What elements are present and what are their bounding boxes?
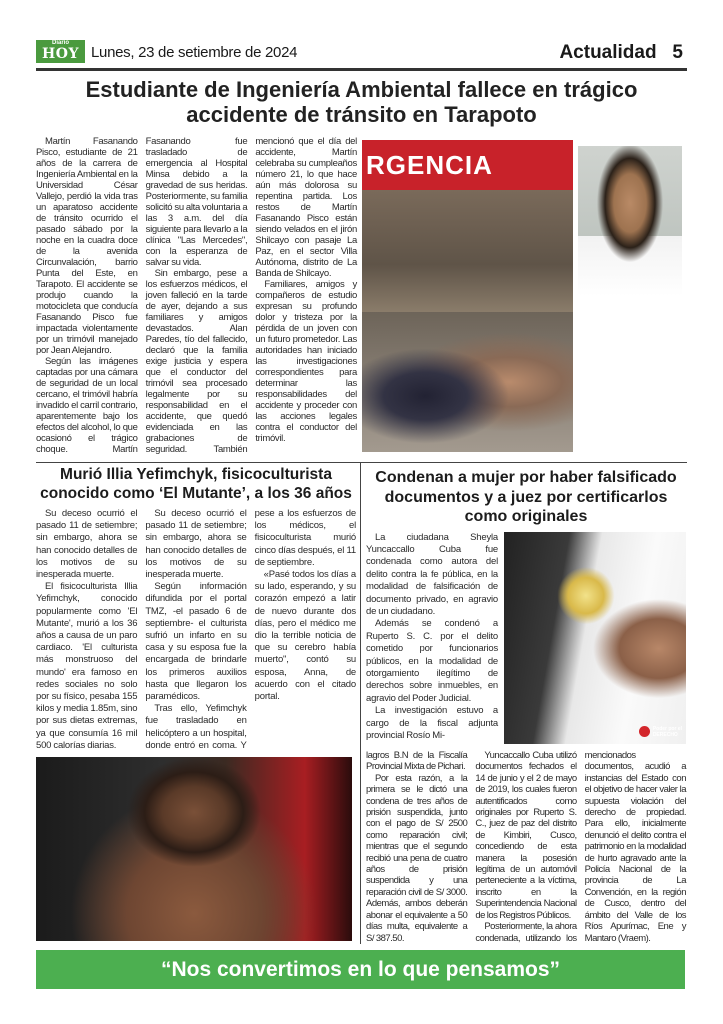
story2-paragraph: El fisicoculturista Illia Yefimchyk, conocido popularmente como 'El Mutante', murió a los 36 años a causa de un paro cardiaco. 'El culturista más monstruoso del mundo' era famoso en redes sociales no solo por su físico, pesaba 155 kilos y media 1.85m, sino por sus dietas extremas, ya que consumía 16 mil 500 calorías diarias.: [36, 581, 138, 751]
poder-derecho-watermark: [639, 726, 682, 738]
section-divider: [36, 462, 687, 463]
issue-date: Lunes, 23 de setiembre de 2024: [91, 44, 298, 61]
story2-paragraph: Su deceso ocurrió el pasado 11 de setiembre; sin embargo, ahora se han conocido detalles de los motivos de su inesperada muerte.: [36, 508, 138, 581]
accident-scene-photo: [362, 140, 573, 452]
story2-headline: Murió Illia Yefimchyk, fisicoculturista conocido como ‘El Mutante’, a los 36 años: [40, 466, 352, 502]
crowd-image: [362, 312, 573, 452]
logo-big-text: HOY: [42, 46, 79, 62]
story3-paragraph: Por esta razón, a la primera se le dictó una condena de tres años de prisión suspendida, junto con el pago de S/ 2500 como reparación civil; mientras que el segundo recibió una pena de cuatro años de prisión suspendida y una reparación civil de S/ 3000. Además, ambos deberán abonar el equivalente a 50 días multa, equivalente a S/ 387.50.: [366, 772, 468, 944]
header-rule: [36, 68, 687, 71]
story2-paragraph: «Pasé todos los días a su lado, esperando, y su corazón empezó a latir de nuevo durante dos días, pero el médico me dio la terrible noticia de que su cerebro había muerto", contó su esposa, Anna, de acuerdo con el citado portal.: [254, 569, 356, 703]
story3-body-top: [366, 532, 498, 747]
watermark-top-text: Poder por el: [652, 726, 682, 732]
section-name: Actualidad: [559, 42, 657, 63]
footer-quote-banner: “Nos convertimos en lo que pensamos”: [36, 950, 685, 989]
story2: [36, 466, 356, 753]
section-header: [559, 42, 683, 64]
story1-paragraph: Según las imágenes captadas por una cámara de seguridad de un local cercano, el trimóvil habría invadido el carril contrario, aparentemente bajo los efectos del alcohol, lo que ocasionó el trágico choque. Martín Fasanando fue trasladado de emergencia al Hospital Minsa debido a la gravedad de sus heridas. Posteriormente, su familia solicitó su alta voluntaria a las 3 a.m. del día siguiente para llevarlo a la clínica "Las Mercedes", con la esperanza de salvar su vida.: [36, 136, 248, 455]
story1-headline: Estudiante de Ingeniería Ambiental fallece en trágico accidente de tránsito en Tarapoto: [85, 77, 638, 127]
story1-paragraph: Sin embargo, pese a los esfuerzos médicos, el joven falleció en la tarde de ayer, dejando a sus familiares y amigos devastados. Alan Paredes, tío del fallecido, declaró que la familia exige justicia y espera que el conductor del trimóvil sea procesado legalmente por su responsabilidad en el accidente, que quedó evidenciada en las grabaciones de seguridad. También mencionó que el día del accidente, Martín celebraba su cumpleaños número 21, lo que hace aún más dolorosa su repentina partida. Los restos de Martín Fasanando Pisco están siendo velados en el jirón Shilcayo con pasaje La Paz, en el sector Villa Autónoma, distrito de La Banda de Shilcayo.: [145, 136, 357, 455]
story3-paragraph: Posteriormente, la ahora condenada, utilizando los mencionados documentos, acudió a instancias del Estado con el objetivo de hacer valer la supuesta violación del derecho de propiedad. Para ello, inicialmente denunció el delito contra el patrimonio en la modalidad de hurto agravado ante la Policía Nacional de la provincia de La Convención, en la región de Cusco, dentro del ámbito del Valle de los Ríos Apurímac, Ene y Mantaro (Vraem).: [475, 750, 686, 944]
story3-top-row: [366, 532, 686, 747]
emergency-sign-text: RGENCIA: [366, 150, 493, 180]
story1-paragraph: Familiares, amigos y compañeros de estudio expresan su profundo dolor y tristeza por la pérdida de un joven con un futuro prometedor. Las autoridades han iniciado las investigaciones correspondientes para determinar las responsabilidades del accidente y proceder con las acciones legales contra el conductor del trimóvil.: [255, 279, 357, 444]
story3-paragraph: Yuncaccallo Cuba utilizó documentos fechados el 14 de junio y el 2 de mayo de 2019, los cuales fueron autentificados como originales por Ruperto S. C., juez de paz del distrito de Kimbiri, Cusco, concediendo de esta manera la posesión legítima de un automóvil perteneciente a la víctima, inscrito en la Superintendencia Nacional de los Registros Públicos.: [475, 750, 577, 921]
logo-small-text: Diario: [51, 40, 69, 46]
story3: [366, 468, 686, 746]
watermark-bottom-text: DERECHO: [652, 732, 678, 738]
story2-paragraph: Su deceso ocurrió el pasado 11 de setiembre; sin embargo, ahora se han conocido detalles de los motivos de su inesperada muerte.: [145, 508, 247, 581]
story2-paragraph: Según información difundida por el portal TMZ, -el pasado 6 de septiembre- el culturista sufrió un infarto en su casa y su esposa fue la encargada de brindarle los primeros auxilios hasta que llegaron los paramédicos.: [145, 581, 247, 703]
story1-paragraph: Martín Fasanando Pisco, estudiante de 21 años de la carrera de Ingeniería Ambiental en la Universidad César Vallejo, perdió la vida tras un aparatoso accidente de tránsito ocurrido el pasado sábado por la noche en la cuadra doce de la avenida Circunvalación, barrio Punta del Este, en Tarapoto. El accidente se produjo cuando la motocicleta que conducía Fasanando Pisco fue impactada violentamente por un trimóvil manejado por Jean Alejandro.: [36, 136, 138, 356]
column-divider: [360, 462, 361, 944]
story2-body: [36, 508, 356, 753]
story3-headline: Condenan a mujer por haber falsificado documentos y a juez por certificarlos como originales: [375, 469, 677, 525]
story3-paragraph: La ciudadana Sheyla Yuncaccallo Cuba fue condenada como autora del delito contra la fe pública, en la modalidad de falsificación de documento privado, en agravio de un ciudadano.: [366, 531, 498, 617]
diario-hoy-logo: [36, 40, 85, 63]
story3-paragraph: La investigación estuvo a cargo de la fiscal adjunta provincial Rosío Mi-: [366, 705, 498, 741]
student-portrait-photo: [575, 143, 685, 299]
page-number: 5: [672, 42, 683, 63]
story3-body-bottom: [366, 750, 686, 946]
story3-paragraph: lagros B.N de la Fiscalía Provincial Mixta de Pichari.: [366, 750, 468, 773]
story3-paragraph: Además se condenó a Ruperto S. C. por el delito cometido por funcionarios públicos, en la modalidad de otorgamiento ilegítimo de derechos sobre inmuebles, en agravio del Poder Judicial.: [366, 618, 498, 704]
story1-body: [36, 136, 357, 458]
story2-paragraph: Tras ello, Yefimchyk fue trasladado en helicóptero a un hospital, donde entró en coma. Y pese a los esfuerzos de los médicos, el fisicoculturista murió cinco días después, el 11 de septiembre.: [145, 508, 356, 751]
documents-magnifier-photo: [504, 532, 686, 745]
bodybuilder-photo: [36, 757, 352, 941]
